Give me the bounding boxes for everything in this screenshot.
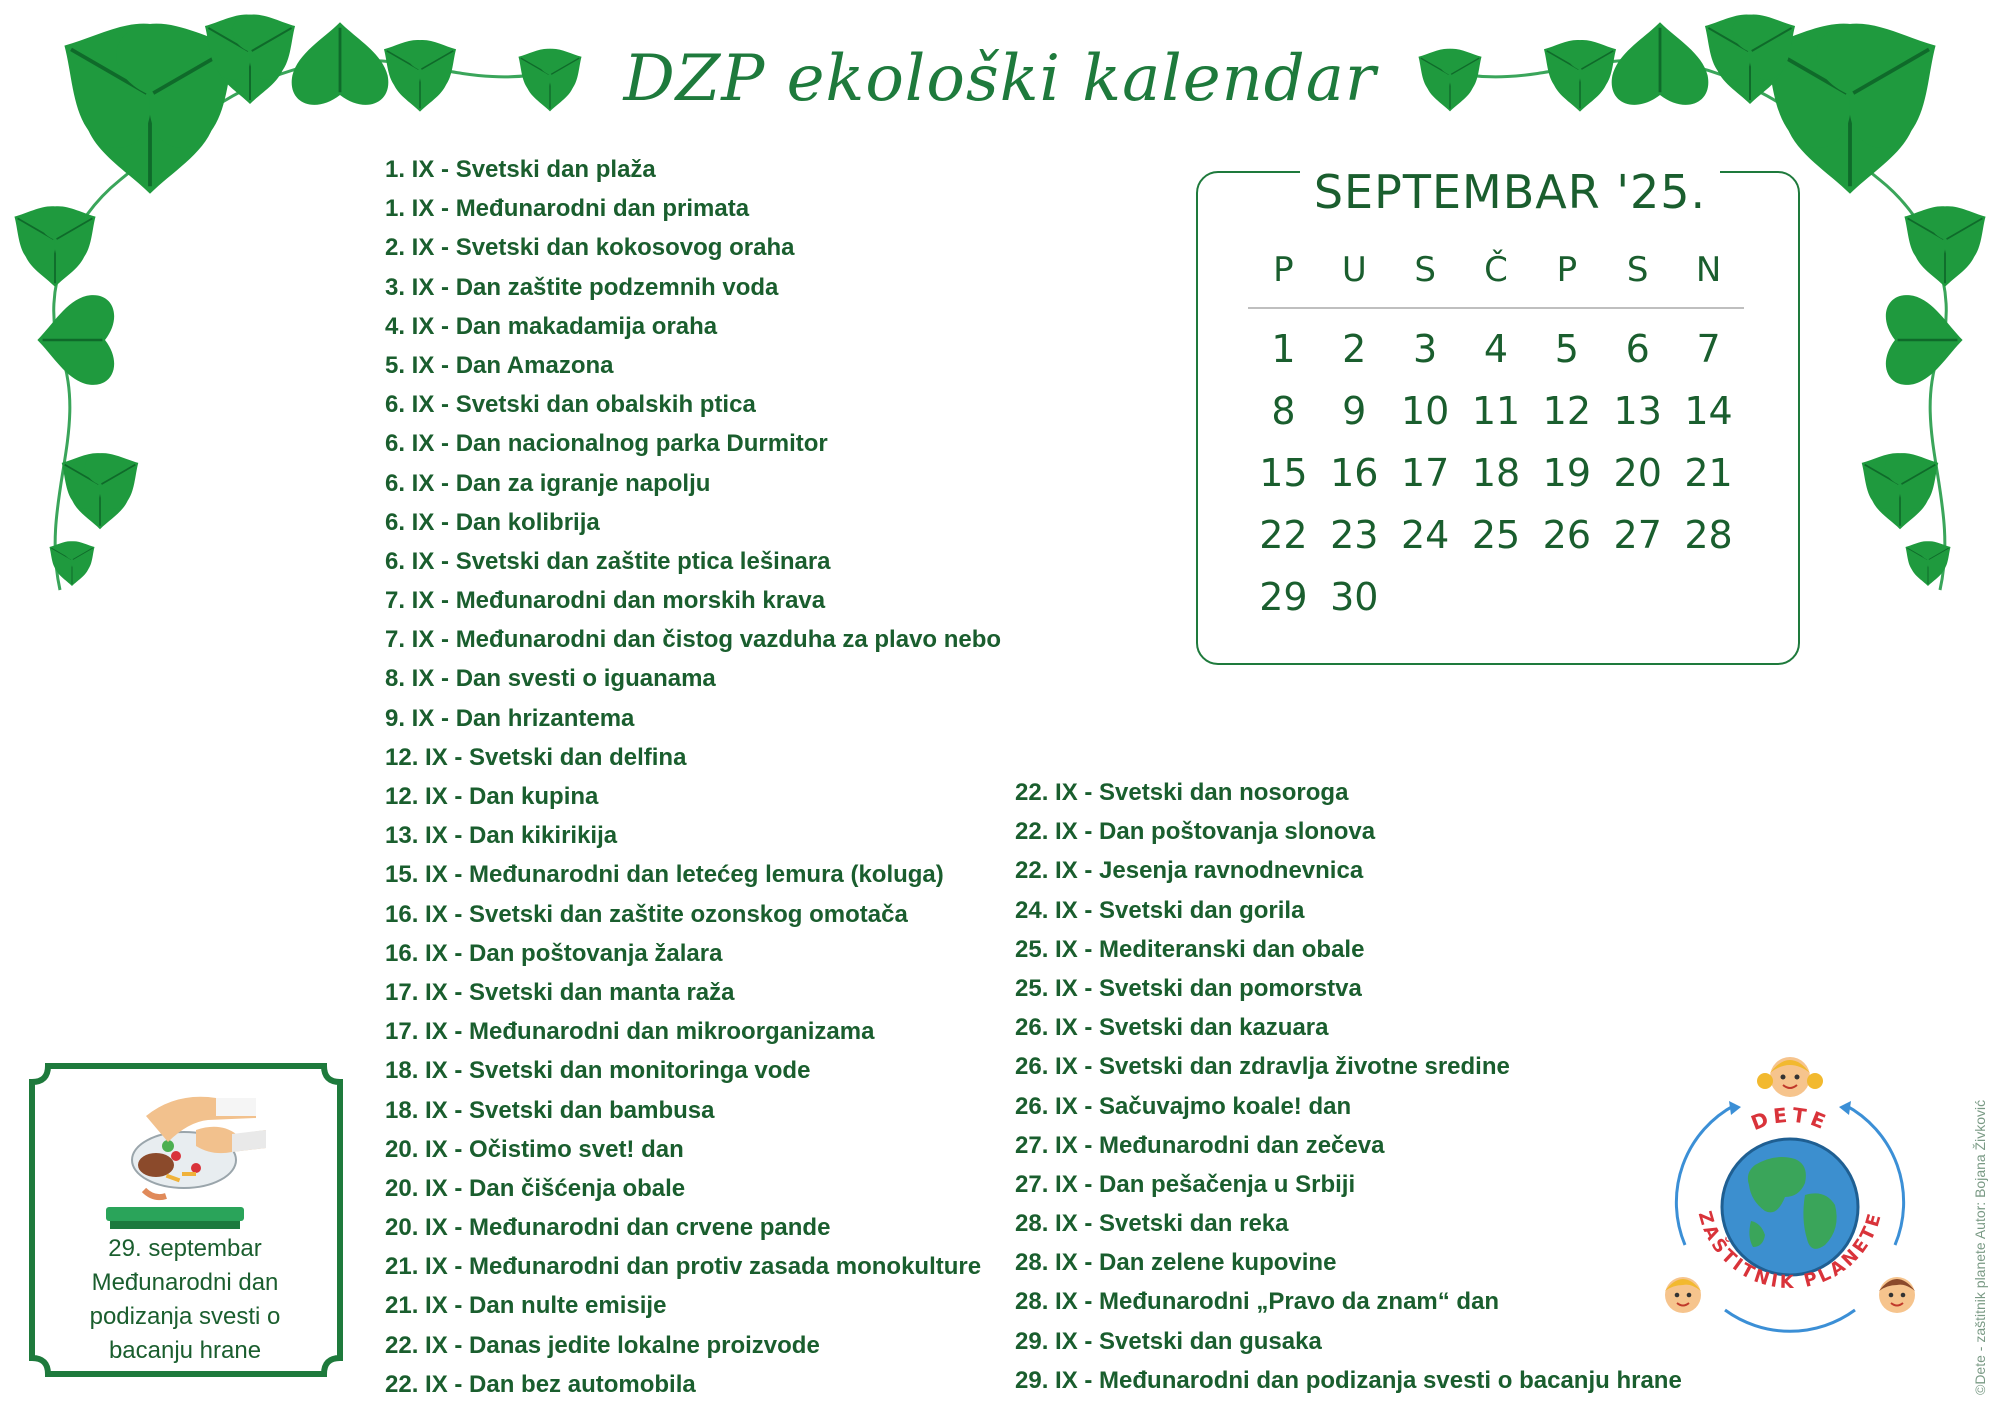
calendar-title: SEPTEMBAR '25. xyxy=(1300,152,1720,232)
calendar-weekday-header xyxy=(1248,250,1744,290)
credit-text: ©Dete - zaštitnik planete Autor: Bojana Živković xyxy=(1972,1099,1988,1395)
event-item: 27. IX - Dan pešačenja u Srbiji xyxy=(1015,1170,1356,1198)
event-item: 20. IX - Očistimo svet! dan xyxy=(385,1135,684,1163)
event-item: 22. IX - Danas jedite lokalne proizvode xyxy=(385,1331,820,1359)
logo-top-text: DETE xyxy=(1747,1102,1833,1136)
event-item: 3. IX - Dan zaštite podzemnih voda xyxy=(385,273,779,301)
weekday-label: S xyxy=(1626,250,1649,290)
calendar-day: 8 xyxy=(1271,389,1296,433)
event-item: 22. IX - Svetski dan nosoroga xyxy=(1015,779,1349,806)
calendar-day: 28 xyxy=(1684,513,1733,557)
event-item: 13. IX - Dan kikirikija xyxy=(385,822,618,850)
calendar-day: 24 xyxy=(1400,513,1450,557)
event-item: 6. IX - Dan za igranje napolju xyxy=(385,469,711,497)
event-item: 26. IX - Sačuvajmo koale! dan xyxy=(1015,1092,1352,1120)
calendar-day: 18 xyxy=(1471,451,1521,495)
event-item: 25. IX - Svetski dan pomorstva xyxy=(1015,974,1362,1002)
calendar-day: 20 xyxy=(1613,451,1662,495)
calendar-day: 22 xyxy=(1259,513,1308,557)
clover-left-side3 xyxy=(41,532,103,586)
event-item: 12. IX - Svetski dan delfina xyxy=(385,743,687,771)
event-item: 18. IX - Svetski dan monitoringa vode xyxy=(385,1057,811,1085)
event-item: 21. IX - Međunarodni dan protiv zasada monokulture xyxy=(385,1253,982,1281)
event-item: 6. IX - Svetski dan obalskih ptica xyxy=(385,391,756,419)
calendar-day: 10 xyxy=(1400,389,1450,433)
highlight-line: 29. septembar xyxy=(108,1235,262,1262)
calendar-day: 30 xyxy=(1330,575,1379,619)
calendar-day: 17 xyxy=(1400,451,1450,495)
event-item: 16. IX - Svetski dan zaštite ozonskog omotača xyxy=(385,900,908,928)
weekday-label: N xyxy=(1695,250,1722,290)
calendar-day: 26 xyxy=(1542,513,1592,557)
calendar-day: 21 xyxy=(1684,451,1733,495)
event-item: 22. IX - Dan poštovanja slonova xyxy=(1015,818,1376,846)
event-item: 12. IX - Dan kupina xyxy=(385,783,599,810)
event-item: 17. IX - Međunarodni dan mikroorganizama xyxy=(385,1018,875,1046)
events-list-left xyxy=(385,150,1001,1404)
event-item: 7. IX - Međunarodni dan čistog vazduha za plavo nebo xyxy=(385,626,1002,654)
event-item: 28. IX - Dan zelene kupovine xyxy=(1015,1249,1337,1277)
calendar-day: 29 xyxy=(1259,575,1308,619)
event-item: 21. IX - Dan nulte emisije xyxy=(385,1292,667,1320)
calendar-day: 6 xyxy=(1625,327,1650,371)
event-item: 25. IX - Mediteranski dan obale xyxy=(1015,935,1365,963)
event-item: 20. IX - Dan čišćenja obale xyxy=(385,1174,686,1202)
event-item: 24. IX - Svetski dan gorila xyxy=(1015,896,1305,924)
highlight-line: podizanja svesti o xyxy=(89,1303,281,1330)
calendar-day: 23 xyxy=(1330,513,1379,557)
event-item: 16. IX - Dan poštovanja žalara xyxy=(385,939,723,967)
event-item: 4. IX - Dan makadamija oraha xyxy=(385,312,718,340)
calendar-day: 19 xyxy=(1542,451,1592,495)
heart-left-side xyxy=(37,295,114,385)
calendar-day: 2 xyxy=(1342,327,1367,371)
calendar-day: 4 xyxy=(1483,327,1509,371)
event-item: 20. IX - Međunarodni dan crvene pande xyxy=(385,1214,831,1242)
event-item: 15. IX - Međunarodni dan letećeg lemura (koluga) xyxy=(385,861,944,889)
logo-bottom-text: ZAŠTITNIK PLANETE xyxy=(1693,1208,1887,1294)
event-item: 2. IX - Svetski dan kokosovog oraha xyxy=(385,234,795,262)
calendar-day: 25 xyxy=(1471,513,1521,557)
event-item: 9. IX - Dan hrizantema xyxy=(385,704,635,732)
event-item: 1. IX - Međunarodni dan primata xyxy=(385,195,750,223)
event-item: 22. IX - Jesenja ravnodnevnica xyxy=(1015,857,1364,885)
event-item: 6. IX - Dan kolibrija xyxy=(385,508,600,536)
clover-right-side3 xyxy=(1897,532,1959,586)
weekday-label: P xyxy=(1273,250,1294,290)
highlight-line: bacanju hrane xyxy=(108,1337,262,1364)
event-item: 26. IX - Svetski dan zdravlja životne sredine xyxy=(1015,1053,1510,1081)
calendar-day: 5 xyxy=(1554,327,1579,371)
calendar-day: 3 xyxy=(1413,327,1438,371)
calendar-day: 11 xyxy=(1471,389,1521,433)
calendar-day: 7 xyxy=(1696,327,1721,371)
event-item: 8. IX - Dan svesti o iguanama xyxy=(385,665,716,693)
events-list-right xyxy=(1015,773,1682,1400)
calendar-day: 9 xyxy=(1342,389,1367,433)
event-item: 27. IX - Međunarodni dan zečeva xyxy=(1015,1131,1385,1159)
event-item: 28. IX - Međunarodni „Pravo da znam“ dan xyxy=(1015,1288,1500,1316)
calendar-day: 16 xyxy=(1330,451,1379,495)
calendar-day: 13 xyxy=(1613,389,1662,433)
weekday-label: Č xyxy=(1484,250,1508,290)
dete-zastitnik-planete-logo xyxy=(1655,1045,1925,1345)
heart-right-side xyxy=(1886,295,1963,385)
highlight-text xyxy=(40,1232,330,1368)
event-item: 22. IX - Dan bez automobila xyxy=(385,1370,696,1398)
weekday-label: P xyxy=(1556,250,1578,290)
event-item: 29. IX - Svetski dan gusaka xyxy=(1015,1327,1322,1355)
weekday-label: U xyxy=(1341,250,1367,290)
calendar-divider xyxy=(1248,307,1744,309)
calendar-day: 14 xyxy=(1684,389,1733,433)
event-item: 6. IX - Svetski dan zaštite ptica lešinara xyxy=(385,547,831,575)
event-item: 17. IX - Svetski dan manta raža xyxy=(385,978,735,1006)
highlight-line: Međunarodni dan xyxy=(91,1269,279,1296)
event-item: 26. IX - Svetski dan kazuara xyxy=(1015,1014,1329,1042)
event-item: 7. IX - Međunarodni dan morskih krava xyxy=(385,587,826,615)
calendar-day: 27 xyxy=(1613,513,1662,557)
event-item: 28. IX - Svetski dan reka xyxy=(1015,1210,1289,1238)
event-item: 5. IX - Dan Amazona xyxy=(385,351,614,379)
page-title: DZP ekološki kalendar xyxy=(623,42,1377,116)
event-item: 18. IX - Svetski dan bambusa xyxy=(385,1096,715,1124)
clover-left-side2 xyxy=(47,437,153,529)
calendar-day: 15 xyxy=(1259,451,1308,495)
weekday-label: S xyxy=(1414,250,1436,290)
event-item: 6. IX - Dan nacionalnog parka Durmitor xyxy=(385,430,828,458)
calendar-days-grid xyxy=(1248,318,1744,628)
calendar-day: 1 xyxy=(1271,327,1296,371)
event-item: 29. IX - Međunarodni dan podizanja svesti o bacanju hrane xyxy=(1015,1366,1682,1394)
clover-right-side2 xyxy=(1847,437,1953,529)
calendar-day: 12 xyxy=(1542,389,1592,433)
event-item: 1. IX - Svetski dan plaža xyxy=(385,156,656,183)
